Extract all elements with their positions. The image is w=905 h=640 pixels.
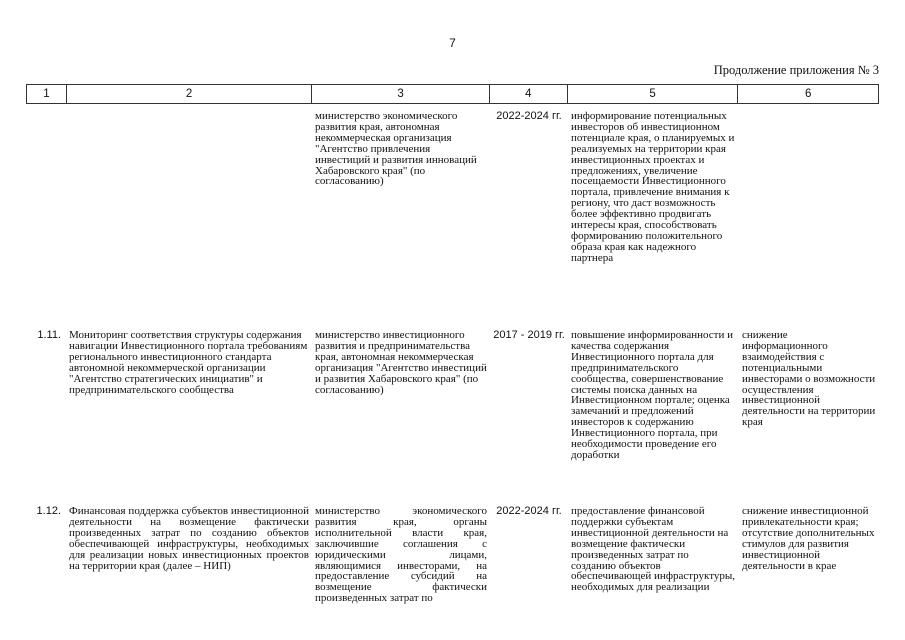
page-number: 7 xyxy=(449,36,456,50)
row-number: 1.11. xyxy=(37,329,61,341)
row-executor: министерство экономического развития края, органы исполнительной власти края, заключившие соглашения с юридическими лицами, являющимися инвесторами, на предоставление субсидий на возмещение фактически произведенных затрат по xyxy=(315,505,487,605)
row-number: 1.12. xyxy=(36,505,61,517)
table-row xyxy=(26,506,879,604)
column-header: 6 xyxy=(804,88,812,100)
row-term: 2022-2024 гг. xyxy=(496,110,562,122)
column-header: 2 xyxy=(67,85,312,103)
table-header xyxy=(26,84,879,104)
row-term: 2017 - 2019 гг. xyxy=(493,329,565,341)
table-row xyxy=(26,330,879,461)
column-header: 3 xyxy=(312,85,490,103)
appendix-label: Продолжение приложения № 3 xyxy=(713,63,879,77)
row-event: Финансовая поддержка субъектов инвестиционной деятельности на возмещение фактически произведенных затрат по созданию объектов обеспечивающей инфраструктуры, необходимых для реализации новых инвестиционных проектов на территории края (далее – НИП) xyxy=(69,505,309,572)
row-consequence: снижение инвестиционной привлекательности края; отсутствие дополнительных стимулов для развития инвестиционной деятельности в крае xyxy=(742,505,875,572)
column-header: 5 xyxy=(568,85,739,103)
table-row xyxy=(26,111,879,264)
row-result: информирование потенциальных инвесторов об инвестиционном потенциале края, о планируемых и реализуемых на территории края инвестиционных проектах и предложениях, увеличение посещаемости Инвестиционного портала, привлечение внимания к региону, что даст возможность более эффективно продвигать интересы края, способствовать формированию положительного образа края как надежного партнера xyxy=(571,110,735,264)
row-executor: министерство экономического развития края, автономная некоммерческая организация "Агентство привлечения инвестиций и развития инноваций Хабаровского края" (по согласованию) xyxy=(315,110,477,188)
row-term: 2022-2024 гг. xyxy=(496,505,562,517)
row-result: повышение информированности и качества содержания Инвестиционного портала для предпринимательского сообщества, совершенствование системы поиска данных на Инвестиционном портале; оценка замечаний и предложений инвесторов к содержанию Инвестиционного портала, при необходимости проведение его доработки xyxy=(571,329,734,461)
column-header: 1 xyxy=(27,85,67,103)
row-result: предоставление финансовой поддержки субъектам инвестиционной деятельности на возмещение фактически произведенных затрат по созданию объектов обеспечивающей инфраструктуры, необходимых для реализации xyxy=(571,505,736,594)
row-executor: министерство инвестиционного развития и предпринимательства края, автономная некоммерческая организация "Агентство инвестиций и развития Хабаровского края" (по согласованию) xyxy=(315,329,487,396)
column-header: 4 xyxy=(490,85,568,103)
row-event: Мониторинг соответствия структуры содержания навигации Инвестиционного портала требованиям регионального инвестиционного стандарта автономной некоммерческой организации "Агентство стратегических инициатив" и предпринимательского сообщества xyxy=(69,329,308,396)
row-consequence: снижение информационного взаимодействия с потенциальными инвесторами о возможности осуществления инвестиционной деятельности на территории края xyxy=(742,329,876,429)
